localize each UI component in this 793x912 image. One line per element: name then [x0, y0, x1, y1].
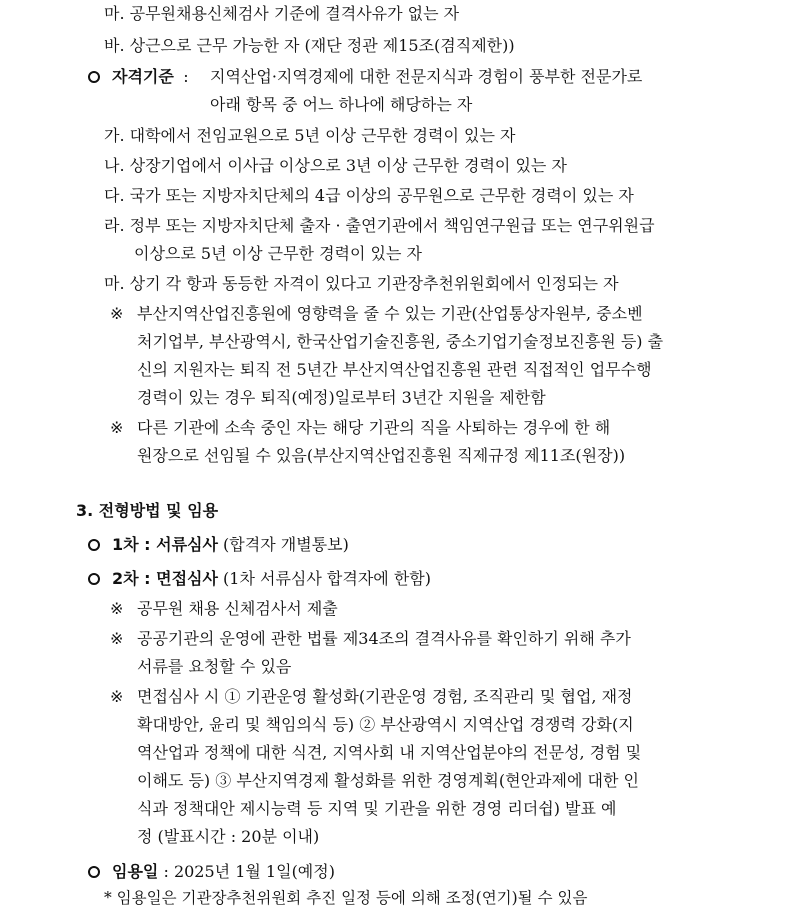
item-text: 정부 또는 지방자치단체 출자 · 출연기관에서 책임연구원급 또는 연구위원급 [129, 216, 655, 235]
note-line: 신의 지원자는 퇴직 전 5년간 부산지역산업진흥원 관련 직접적인 업무수행 [137, 360, 652, 379]
stage-2 [112, 565, 431, 593]
item-marker: 마. [104, 274, 125, 293]
list-item [104, 182, 634, 210]
stage-1 [112, 531, 349, 559]
note-line: 정 (발표시간 : 20분 이내) [137, 827, 320, 846]
note-line: 원장으로 선임될 수 있음(부산지역산업진흥원 직제규정 제11조(원장)) [137, 446, 626, 465]
stage-1-label: 1차 : 서류심사 [112, 535, 218, 554]
note-line: 식과 정책대안 제시능력 등 지역 및 기관을 위한 경영 리더쉽) 발표 예 [137, 799, 617, 818]
stage-1-detail: (합격자 개별통보) [223, 535, 349, 554]
note-marker: ※ [110, 418, 124, 437]
list-item [104, 270, 619, 298]
note-line: 경력이 있는 경우 퇴직(예정)일로부터 3년간 지원을 제한함 [137, 388, 546, 407]
note-line: 공공기관의 운영에 관한 법률 제34조의 결격사유를 확인하기 위해 추가 [137, 629, 631, 648]
note-line: 다른 기관에 소속 중인 자는 해당 기관의 직을 사퇴하는 경우에 한 해 [137, 418, 611, 437]
note-marker: ※ [110, 599, 124, 618]
note-marker: ※ [110, 687, 124, 706]
item-marker: 나. [104, 156, 125, 175]
circle-bullet-icon [88, 866, 100, 878]
qualification-heading [112, 63, 193, 91]
item-text: 상기 각 항과 동등한 자격이 있다고 기관장추천위원회에서 인정되는 자 [129, 274, 619, 293]
note-line: 역산업과 정책에 대한 식견, 지역사회 내 지역산업분야의 전문성, 경험 및 [137, 743, 642, 762]
stage-2-label: 2차 : 면접심사 [112, 569, 218, 588]
section-heading: 3. 전형방법 및 임용 [76, 501, 219, 520]
list-item [104, 0, 459, 28]
item-text-continued: 이상으로 5년 이상 근무한 경력이 있는 자 [134, 244, 422, 263]
item-marker: 바. [104, 36, 125, 55]
list-item [104, 122, 515, 150]
appointment [112, 858, 335, 886]
item-text: 상장기업에서 이사급 이상으로 3년 이상 근무한 경력이 있는 자 [129, 156, 567, 175]
note-line: 확대방안, 윤리 및 책임의식 등) ② 부산광역시 지역산업 경쟁력 강화(지 [137, 715, 634, 734]
qualification-colon: : [183, 67, 189, 86]
item-marker: 다. [104, 186, 125, 205]
note-line: 서류를 요청할 수 있음 [137, 657, 292, 676]
appointment-label: 임용일 [112, 862, 159, 881]
item-marker: 라. [104, 216, 125, 235]
note-line: 부산지역산업진흥원에 영향력을 줄 수 있는 기관(산업통상자원부, 중소벤 [137, 304, 643, 323]
note-line: 면접심사 시 ① 기관운영 활성화(기관운영 경험, 조직관리 및 협업, 재정 [137, 687, 633, 706]
list-item [104, 32, 515, 60]
circle-bullet-icon [88, 539, 100, 551]
item-text: 공무원채용신체검사 기준에 결격사유가 없는 자 [129, 4, 460, 23]
stage-2-detail: (1차 서류심사 합격자에 한함) [223, 569, 431, 588]
qualification-line-1: 지역산업·지역경제에 대한 전문지식과 경험이 풍부한 전문가로 [210, 67, 643, 86]
item-text: 국가 또는 지방자치단체의 4급 이상의 공무원으로 근무한 경력이 있는 자 [129, 186, 634, 205]
item-text: 상근으로 근무 가능한 자 (재단 정관 제15조(겸직제한)) [129, 36, 515, 55]
list-item [104, 152, 567, 180]
qualification-line-2: 아래 항목 중 어느 하나에 해당하는 자 [210, 95, 473, 114]
item-marker: 가. [104, 126, 125, 145]
list-item [104, 212, 655, 240]
note-marker: ※ [110, 629, 124, 648]
circle-bullet-icon [88, 71, 100, 83]
qualification-label: 자격기준 [112, 67, 174, 86]
note-line: 이해도 등) ③ 부산지역경제 활성화를 위한 경영계획(현안과제에 대한 인 [137, 771, 639, 790]
appointment-detail: : 2025년 1월 1일(예정) [163, 862, 335, 881]
note-line: 공무원 채용 신체검사서 제출 [137, 599, 338, 618]
item-marker: 마. [104, 4, 125, 23]
note-marker: ※ [110, 304, 124, 323]
item-text: 대학에서 전임교원으로 5년 이상 근무한 경력이 있는 자 [129, 126, 516, 145]
circle-bullet-icon [88, 573, 100, 585]
appointment-note: * 임용일은 기관장추천위원회 추진 일정 등에 의해 조정(연기)될 수 있음 [104, 889, 588, 907]
note-line: 처기업부, 부산광역시, 한국산업기술진흥원, 중소기업기술정보진흥원 등) 출 [137, 332, 664, 351]
